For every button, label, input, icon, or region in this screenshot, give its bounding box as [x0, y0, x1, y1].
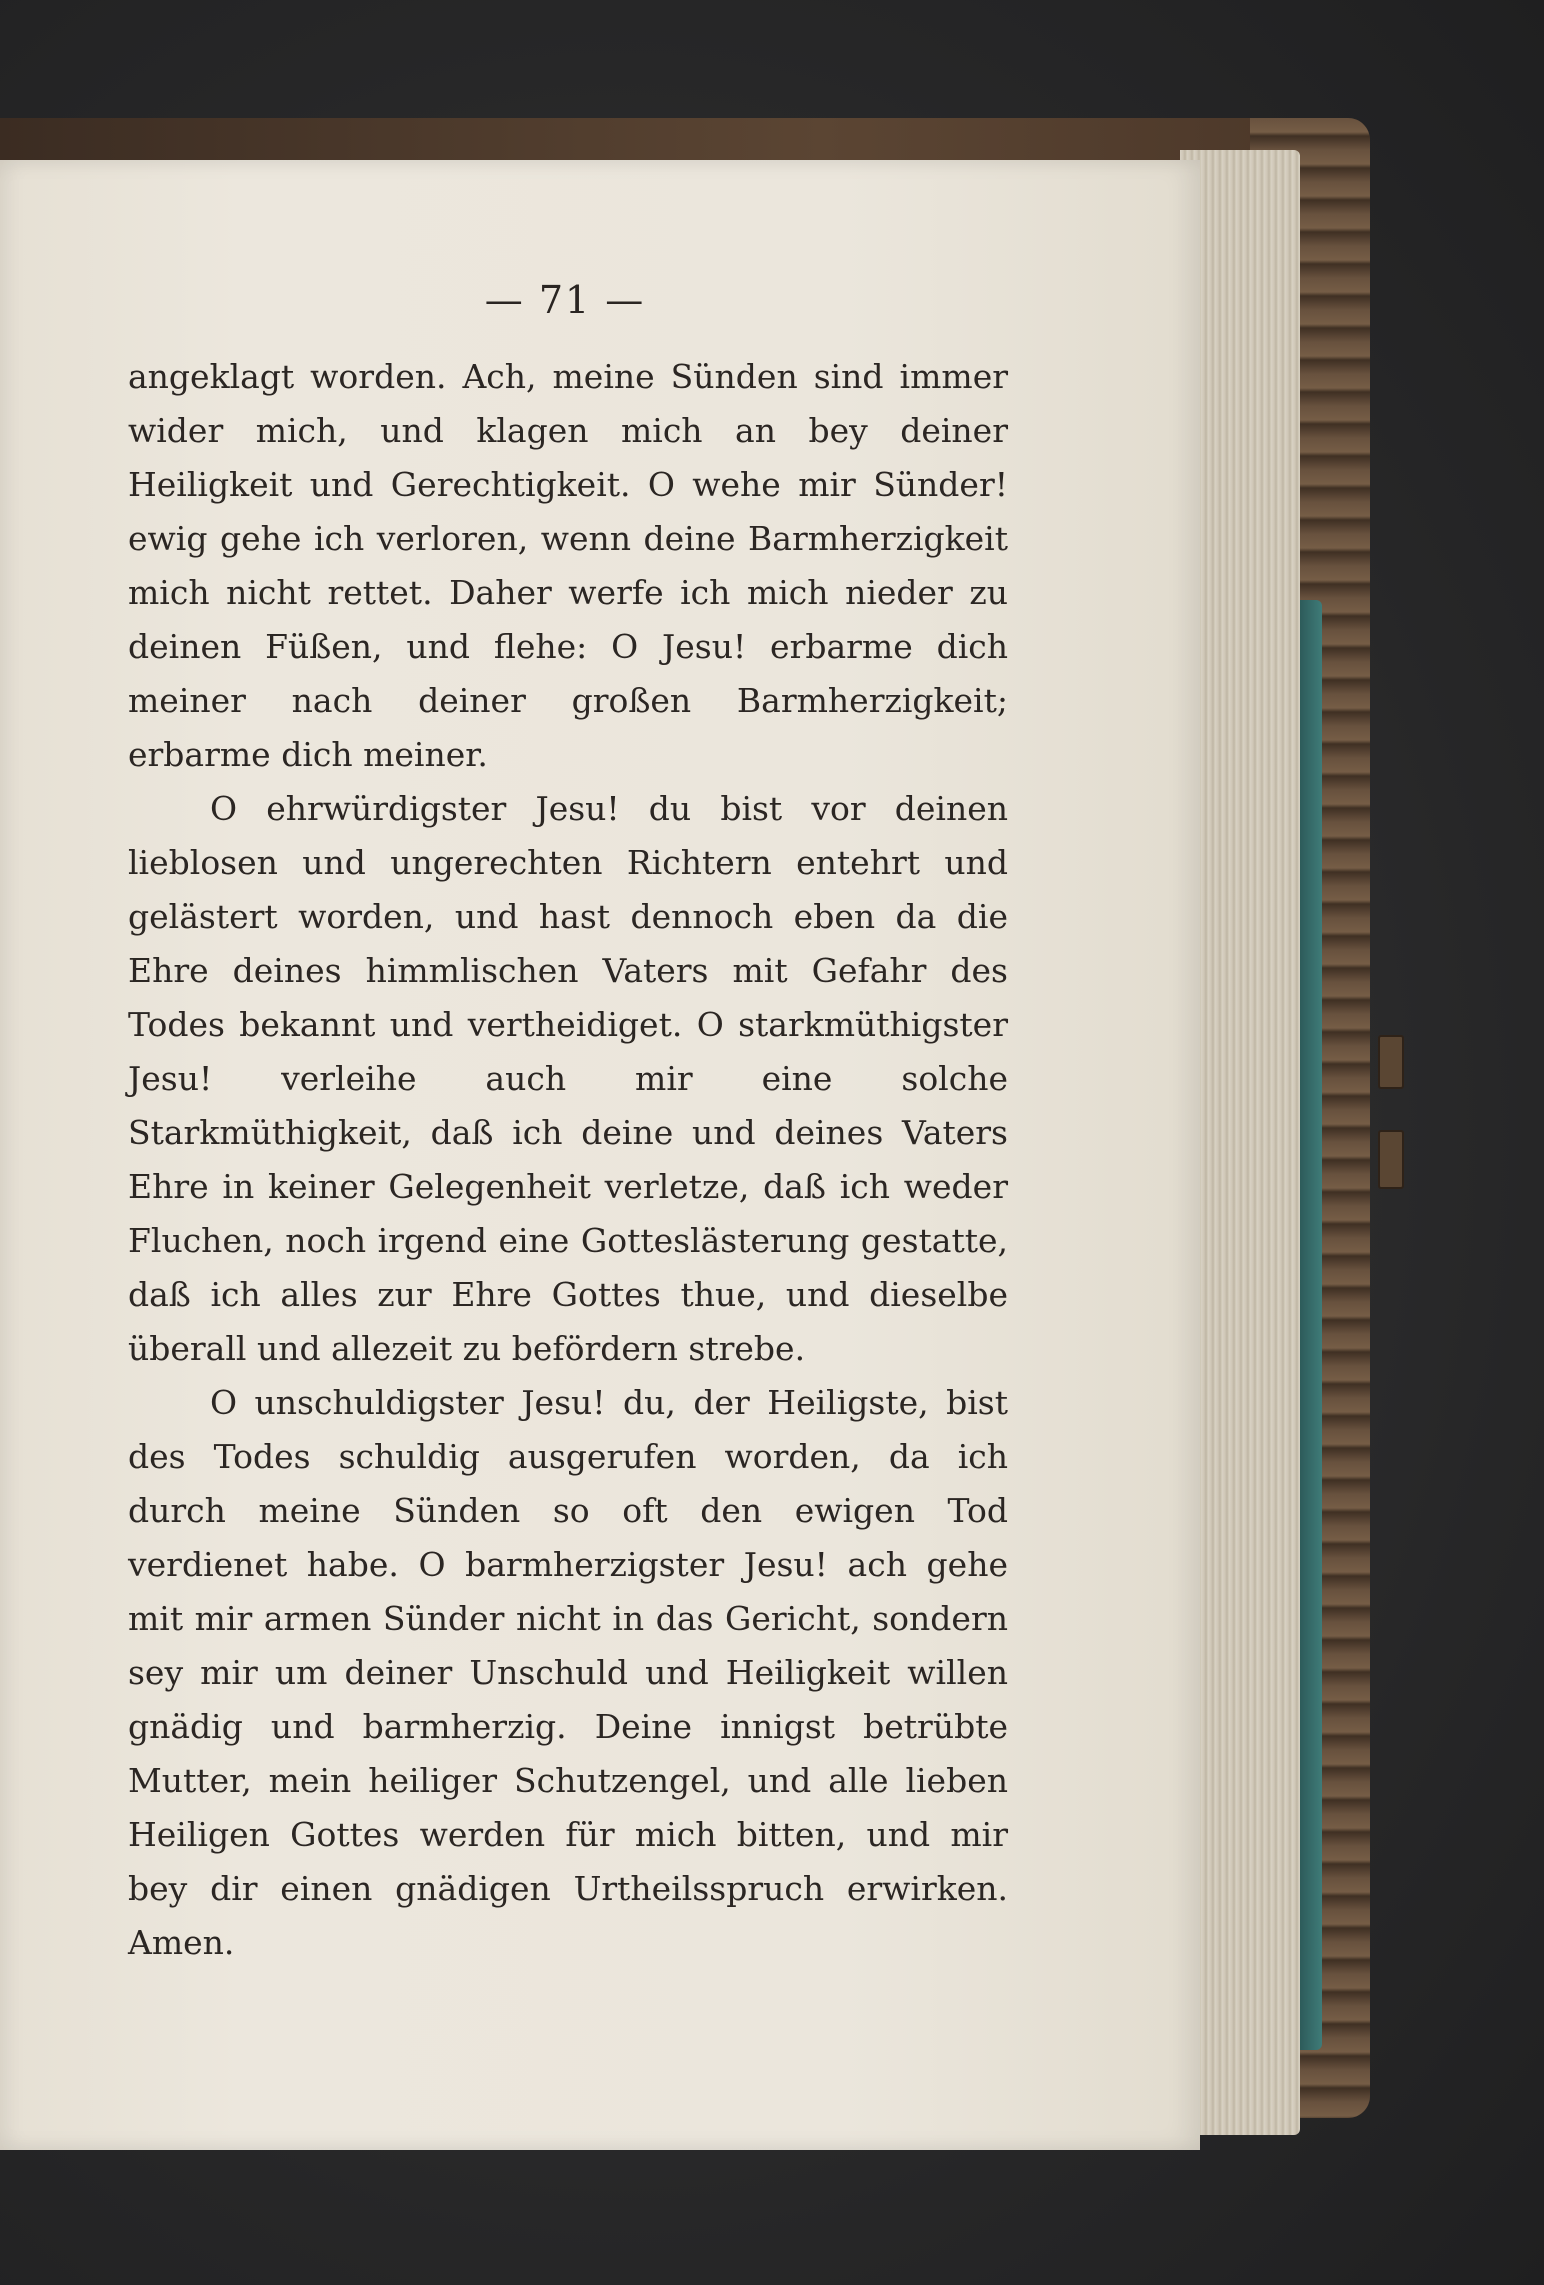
paragraph-1: angeklagt worden. Ach, meine Sünden sind immer wider mich, und klagen mich an bey deiner Heiligkeit und Gerechtigkeit. O wehe mir Sünder! ewig gehe ich verloren, wenn deine Barmherzigkeit mich nicht rettet. Daher werfe ich mich nieder zu deinen Füßen, und flehe: O Jesu! erbarme dich meiner nach deiner großen Barmherzigkeit; erbarme dich meiner.	[128, 357, 1008, 774]
paragraph-2: O ehrwürdigster Jesu! du bist vor deinen lieblosen und ungerechten Richtern entehrt und gelästert worden, und hast dennoch eben da die Ehre deines himmlischen Vaters mit Gefahr des Todes bekannt und vertheidiget. O starkmüthigster Jesu! verleihe auch mir eine solche Starkmüthigkeit, daß ich deine und deines Vaters Ehre in keiner Gelegenheit verletze, daß ich weder Fluchen, noch irgend eine Gotteslästerung gestatte, daß ich alles zur Ehre Gottes thue, und dieselbe überall und allezeit zu befördern strebe.	[128, 789, 1008, 1368]
page-number: — 71 —	[484, 278, 646, 322]
clasp-upper	[1378, 1035, 1404, 1089]
clasp-lower	[1378, 1130, 1404, 1189]
book-page	[0, 160, 1200, 2150]
paragraph-3: O unschuldigster Jesu! du, der Heiligste, bist des Todes schuldig ausgerufen worden, da ich durch meine Sünden so oft den ewigen Tod verdienet habe. O barmherzigster Jesu! ach gehe mit mir armen Sünder nicht in das Gericht, sondern sey mir um deiner Unschuld und Heiligkeit willen gnädig und barmherzig. Deine innigst betrübte Mutter, mein heiliger Schutzengel, und alle lieben Heiligen Gottes werden für mich bitten, und mir bey dir einen gnädigen Urtheilsspruch erwirken. Amen.	[128, 1383, 1008, 1962]
page-text	[128, 350, 1008, 1970]
colored-edge	[1300, 600, 1322, 2050]
